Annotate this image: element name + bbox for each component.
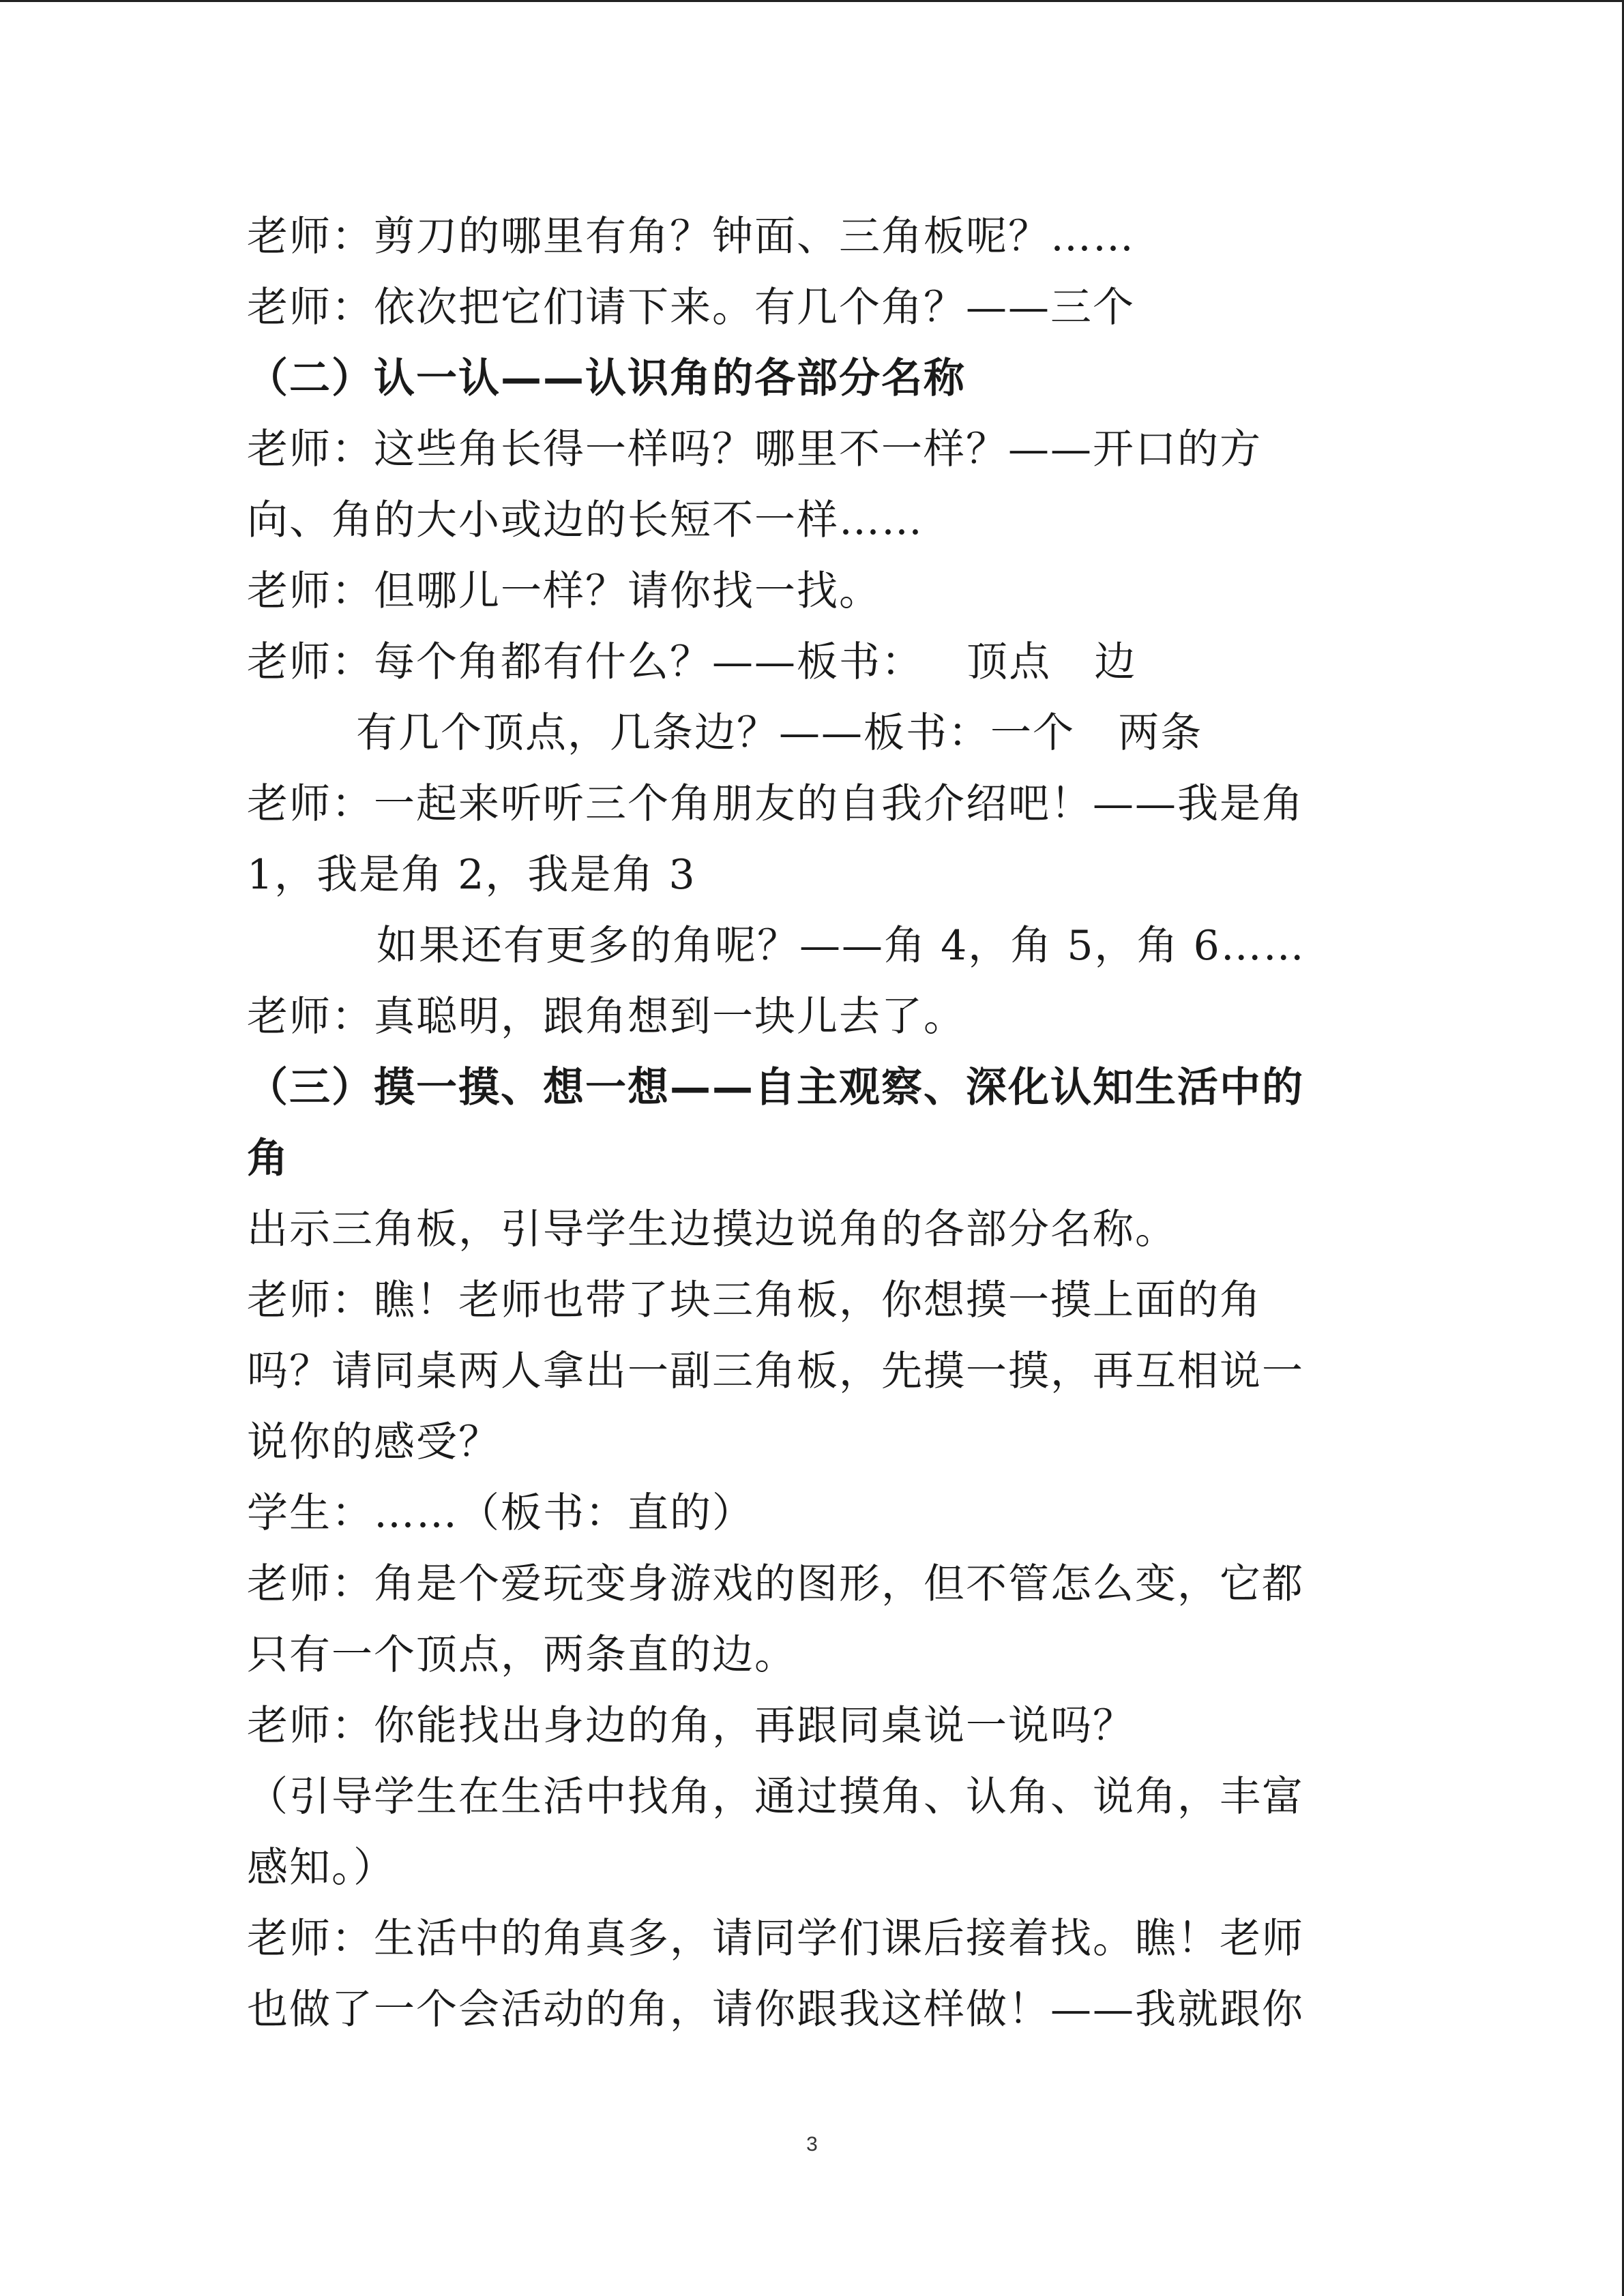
text-line-7: 老师：每个角都有什么？——板书： 顶点 边 <box>247 638 1137 686</box>
text-line-17: 吗？请同桌两人拿出一副三角板，先摸一摸，再互相说一 <box>247 1347 1304 1395</box>
top-border-line <box>0 0 1624 2</box>
text-line-18: 说你的感受？ <box>247 1418 501 1466</box>
text-line-22: 老师：你能找出身边的角，再跟同桌说一说吗？ <box>247 1702 1135 1750</box>
text-line-15: 出示三角板，引导学生边摸边说角的各部分名称。 <box>247 1206 1177 1253</box>
document-body <box>247 201 1338 2045</box>
section-heading-2: （二）认一认——认识角的各部分名称 <box>247 355 966 402</box>
text-line-26: 也做了一个会活动的角，请你跟我这样做！——我就跟你 <box>247 1986 1304 2033</box>
text-line-25: 老师：生活中的角真多，请同学们课后接着找。瞧！老师 <box>247 1915 1304 1963</box>
section-heading-3: （三）摸一摸、想一想——自主观察、深化认知生活中的 <box>247 1064 1304 1112</box>
text-line-23: （引导学生在生活中找角，通过摸角、认角、说角，丰富 <box>247 1773 1304 1821</box>
text-line-4: 老师：这些角长得一样吗？哪里不一样？——开口的方 <box>247 426 1262 473</box>
text-line-20: 老师：角是个爱玩变身游戏的图形，但不管怎么变，它都 <box>247 1560 1304 1608</box>
text-line-19: 学生：……（板书：直的） <box>247 1489 754 1537</box>
text-line-9: 老师：一起来听听三个角朋友的自我介绍吧！——我是角 <box>247 780 1304 828</box>
text-line-1: 老师：剪刀的哪里有角？钟面、三角板呢？…… <box>247 213 1135 260</box>
text-line-21: 只有一个顶点，两条直的边。 <box>247 1631 797 1679</box>
text-line-8: 有几个顶点，几条边？——板书：一个 两条 <box>356 709 1203 757</box>
text-line-11: 如果还有更多的角呢？——角 4，角 5，角 6…… <box>377 922 1305 970</box>
text-line-16: 老师：瞧！老师也带了块三角板，你想摸一摸上面的角 <box>247 1277 1262 1324</box>
page-number: 3 <box>806 2133 818 2156</box>
text-line-12: 老师：真聪明，跟角想到一块儿去了。 <box>247 993 966 1041</box>
text-line-5: 向、角的大小或边的长短不一样…… <box>247 496 924 544</box>
section-heading-3-cont: 角 <box>247 1135 289 1182</box>
text-line-2: 老师：依次把它们请下来。有几个角？——三个 <box>247 284 1135 331</box>
text-line-6: 老师：但哪儿一样？请你找一找。 <box>247 567 881 615</box>
text-line-10: 1，我是角 2，我是角 3 <box>247 851 696 899</box>
text-line-24: 感知。） <box>247 1844 396 1892</box>
